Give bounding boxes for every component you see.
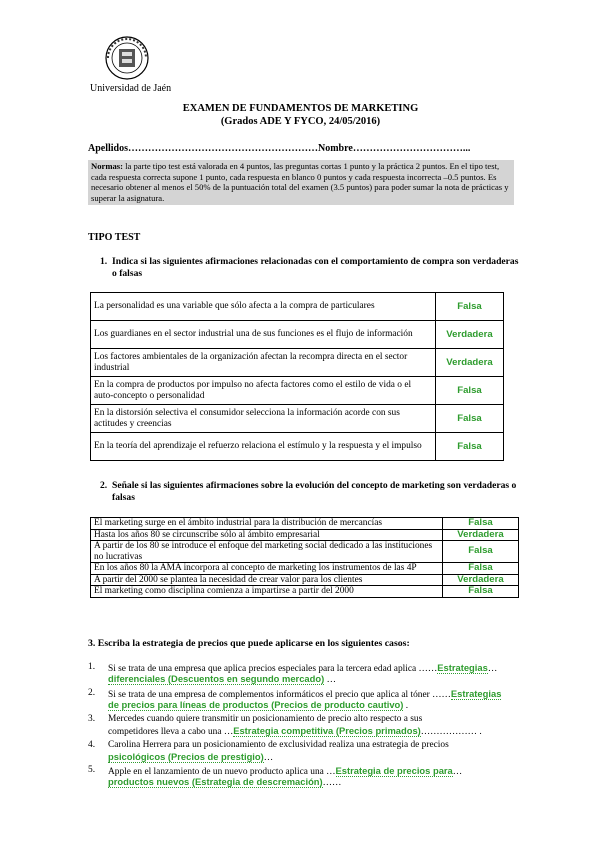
q3-item-1-cont: diferenciales (Descuentos en segundo mercado) … (108, 673, 336, 685)
q3-item-2-cont: de precios para líneas de productos (Precios de producto cautivo) . (108, 699, 409, 711)
table-row (91, 293, 504, 321)
q3-item-2-text: Si se trata de una empresa de complementos informáticos el precio que aplica al tóner (108, 690, 430, 700)
question-2-text (100, 480, 525, 504)
university-seal-logo (100, 34, 154, 82)
section-title: TIPO TEST (88, 232, 141, 243)
statement: Hasta los años 80 se circunscribe sólo al ámbito empresarial (91, 529, 443, 541)
q3-item-5: Apple en el lanzamiento de un nuevo producto aplica una …Estrategia de precios para… (108, 765, 463, 777)
q3-item-5-text: Apple en el lanzamiento de un nuevo producto aplica una (108, 767, 324, 777)
table-row (91, 541, 519, 563)
question-2-number: 2. (100, 480, 108, 491)
q3-item-3: competidores lleva a cabo una …Estrategia competitiva (Precios primados)……………… . (108, 725, 482, 737)
statement: El marketing surge en el ámbito industrial para la distribución de mercancías (91, 518, 443, 530)
q3-item-2-answer-b: de precios para líneas de productos (Precios de producto cautivo) (108, 699, 404, 710)
answer: Falsa (436, 293, 504, 321)
statement: La personalidad es una variable que sólo afecta a la compra de particulares (91, 293, 436, 321)
answer: Falsa (436, 377, 504, 405)
statement: Los factores ambientales de la organización afectan la recompra directa en el sector industrial (91, 349, 436, 377)
q3-item-2-number: 2. (88, 688, 96, 698)
q3-item-3-number: 3. (88, 714, 96, 724)
university-name: Universidad de Jaén (90, 83, 172, 94)
rules-text: la parte tipo test está valorada en 4 puntos, las preguntas cortas 1 punto y la práctica 2 puntos. En el tipo test, cada respuesta correcta supone 1 punto, cada respuesta en blanco 0 puntos y cada respuesta incorrecta –0.5 puntos. Es necesario obtener al menos el 50% de la puntuación total del examen (3.5 puntos) para poder sumar la nota de prácticas y superar la asignatura. (91, 161, 509, 203)
answer: Falsa (436, 433, 504, 461)
statement: A partir de los 80 se introduce el enfoque del marketing social dedicado a las instituciones no lucrativas (91, 541, 443, 563)
rules-label: Normas: (91, 161, 123, 171)
question-1 (100, 256, 520, 280)
table-row (91, 563, 519, 575)
statement: El marketing como disciplina comienza a impartirse a partir del 2000 (91, 586, 443, 598)
q3-item-5-cont: productos nuevos (Estrategia de descremación)…… (108, 776, 342, 788)
answer: Verdadera (436, 349, 504, 377)
question-1-text-content: Indica si las siguientes afirmaciones relacionadas con el comportamiento de compra son verdaderas o falsas (112, 256, 519, 279)
table-row (91, 586, 519, 598)
q3-item-4-cont: psicológicos (Precios de prestigio)… (108, 751, 274, 763)
exam-title: EXAMEN DE FUNDAMENTOS DE MARKETING (182, 103, 419, 114)
q3-item-3-answer: Estrategia competitiva (Precios primados) (233, 725, 421, 736)
question-1-table (90, 292, 504, 461)
q3-item-4-text: Carolina Herrera para un posicionamiento de exclusividad realiza una estrategia de precios (108, 740, 449, 750)
table-row (91, 518, 519, 530)
answer: Falsa (443, 563, 519, 575)
question-1-number: 1. (100, 256, 108, 267)
question-1-text (100, 256, 520, 280)
statement: En la teoría del aprendizaje el refuerzo relaciona el estímulo y la respuesta y el impulso (91, 433, 436, 461)
statement: A partir del 2000 se plantea la necesidad de crear valor para los clientes (91, 574, 443, 586)
answer: Verdadera (443, 529, 519, 541)
answer: Falsa (443, 541, 519, 563)
answer: Verdadera (436, 321, 504, 349)
q3-item-4-number: 4. (88, 740, 96, 750)
q3-item-3-text-b: competidores lleva a cabo una (108, 727, 222, 737)
table-row (91, 321, 504, 349)
question-2-table (90, 517, 519, 598)
answer: Falsa (436, 405, 504, 433)
table-row (91, 377, 504, 405)
q3-item-3-text-a: Mercedes cuando quiere transmitir un posicionamiento de precio alto respecto a sus (108, 714, 423, 724)
table-row (91, 349, 504, 377)
q3-item-5-answer-b: productos nuevos (Estrategia de descremación) (108, 776, 323, 787)
q3-item-1-text: Si se trata de una empresa que aplica precios especiales para la tercera edad aplica (108, 664, 417, 674)
q3-item-1: Si se trata de una empresa que aplica precios especiales para la tercera edad aplica ……Estrategias… (108, 662, 498, 674)
q3-item-5-answer-a: Estrategia de precios para (335, 765, 453, 776)
q3-item-1-number: 1. (88, 662, 96, 672)
table-row (91, 405, 504, 433)
exam-rules-box (88, 160, 514, 205)
name-field-line: Apellidos…………………………………………………Nombre……………………………... (88, 143, 471, 154)
statement: En la distorsión selectiva el consumidor selecciona la información acorde con sus actitudes y creencias (91, 405, 436, 433)
q3-item-2: Si se trata de una empresa de complementos informáticos el precio que aplica al tóner ……Estrategias (108, 688, 502, 700)
table-row (91, 574, 519, 586)
q3-item-2-answer-a: Estrategias (450, 688, 502, 699)
statement: En la compra de productos por impulso no afecta factores como el estilo de vida o el auto-concepto o personalidad (91, 377, 436, 405)
q3-item-1-answer-a: Estrategias (437, 662, 488, 673)
table-row (91, 529, 519, 541)
answer: Falsa (443, 518, 519, 530)
question-3-title: 3. Escriba la estrategia de precios que puede aplicarse en los siguientes casos: (88, 638, 410, 649)
question-2 (100, 480, 525, 504)
q3-item-1-answer-b: diferenciales (Descuentos en segundo mercado) (108, 673, 325, 684)
q3-item-5-number: 5. (88, 765, 96, 775)
q3-item-4-answer: psicológicos (Precios de prestigio) (108, 751, 264, 762)
answer: Verdadera (443, 574, 519, 586)
table-row (91, 433, 504, 461)
statement: En los años 80 la AMA incorpora al concepto de marketing los instrumentos de las 4P (91, 563, 443, 575)
exam-subtitle: (Grados ADE Y FYCO, 24/05/2016) (220, 116, 381, 127)
answer: Falsa (443, 586, 519, 598)
question-2-text-content: Señale si las siguientes afirmaciones sobre la evolución del concepto de marketing son verdaderas o falsas (112, 480, 517, 503)
statement: Los guardianes en el sector industrial una de sus funciones es el flujo de información (91, 321, 436, 349)
